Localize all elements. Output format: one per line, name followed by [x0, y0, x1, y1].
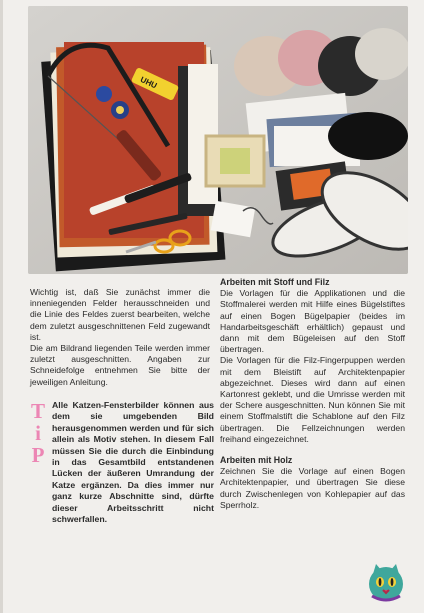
craft-materials-photo: [28, 6, 408, 274]
left-paragraph-2: Die am Bildrand liegenden Teile werden immer zuletzt ausgeschnitten. Angaben zur Schneidefolge entnehmen Sie bitte der jeweiligen Anleitung.: [30, 343, 210, 387]
tip-letter-i: i: [35, 421, 41, 445]
tip-heading: [28, 400, 48, 466]
right-column: [220, 277, 405, 511]
uhu-glue-label: UHU: [138, 74, 159, 91]
left-column: [30, 287, 210, 388]
left-paragraph-1: Wichtig ist, daß Sie zunächst immer die inneniegenden Felder herausschneiden und die Linie des Feldes zuerst bearbeiten, welche dem zuletzt ausgeschnittenen Feld zugewandt ist.: [30, 287, 210, 342]
fabric-paragraph-2: Die Vorlagen für die Filz-Fingerpuppen werden mit dem Bleistift auf Architektenpapier abgezeichnet. Dieses wird dann auf einen Kartonrest geklebt, und die Umrisse werden mit der Schere ausgeschnitten. Nun können Sie mit einem Stoffmalstift die Schablone auf den Filz übertragen. Die Fellzeichnungen werden freihand eingezeichnet.: [220, 355, 405, 444]
tip-box: [28, 400, 213, 545]
tip-letter-p: P: [31, 443, 45, 467]
fabric-paragraph-1: Die Vorlagen für die Applikationen und die Stoffmalerei werden mit Hilfe eines Bügelstiftes auf einen Bogen Bügelpapier (beides im Handarbeitsgeschäft erhältlich) gepaust und dann mit dem Bügeleisen auf den Stoff übertragen.: [220, 288, 405, 355]
tip-letter-t: T: [30, 399, 45, 423]
section-heading-wood: Arbeiten mit Holz: [220, 455, 293, 466]
section-heading-fabric-felt: Arbeiten mit Stoff und Filz: [220, 277, 330, 287]
cat-logo-icon: [364, 560, 408, 604]
tip-text: Alle Katzen-Fensterbilder können aus dem sie umgebenden Bild herausgenommen werden und für sich allein als Motiv stehen. In diesem Fall müssen Sie die durch die Einbindung in das Gesamtbild entstandenen Lücken der äußeren Umrandung der Katze ergänzen. Da dies immer nur ganz kurze Abschnitte sind, dürfte dieser Arbeitsschritt nicht schwerfallen.: [52, 400, 214, 525]
wood-paragraph-1: Zeichnen Sie die Vorlage auf einen Bogen Architektenpapier, und übertragen Sie diese durch Zwischenlegen von Kohlepapier auf das Sperrholz.: [220, 466, 405, 510]
